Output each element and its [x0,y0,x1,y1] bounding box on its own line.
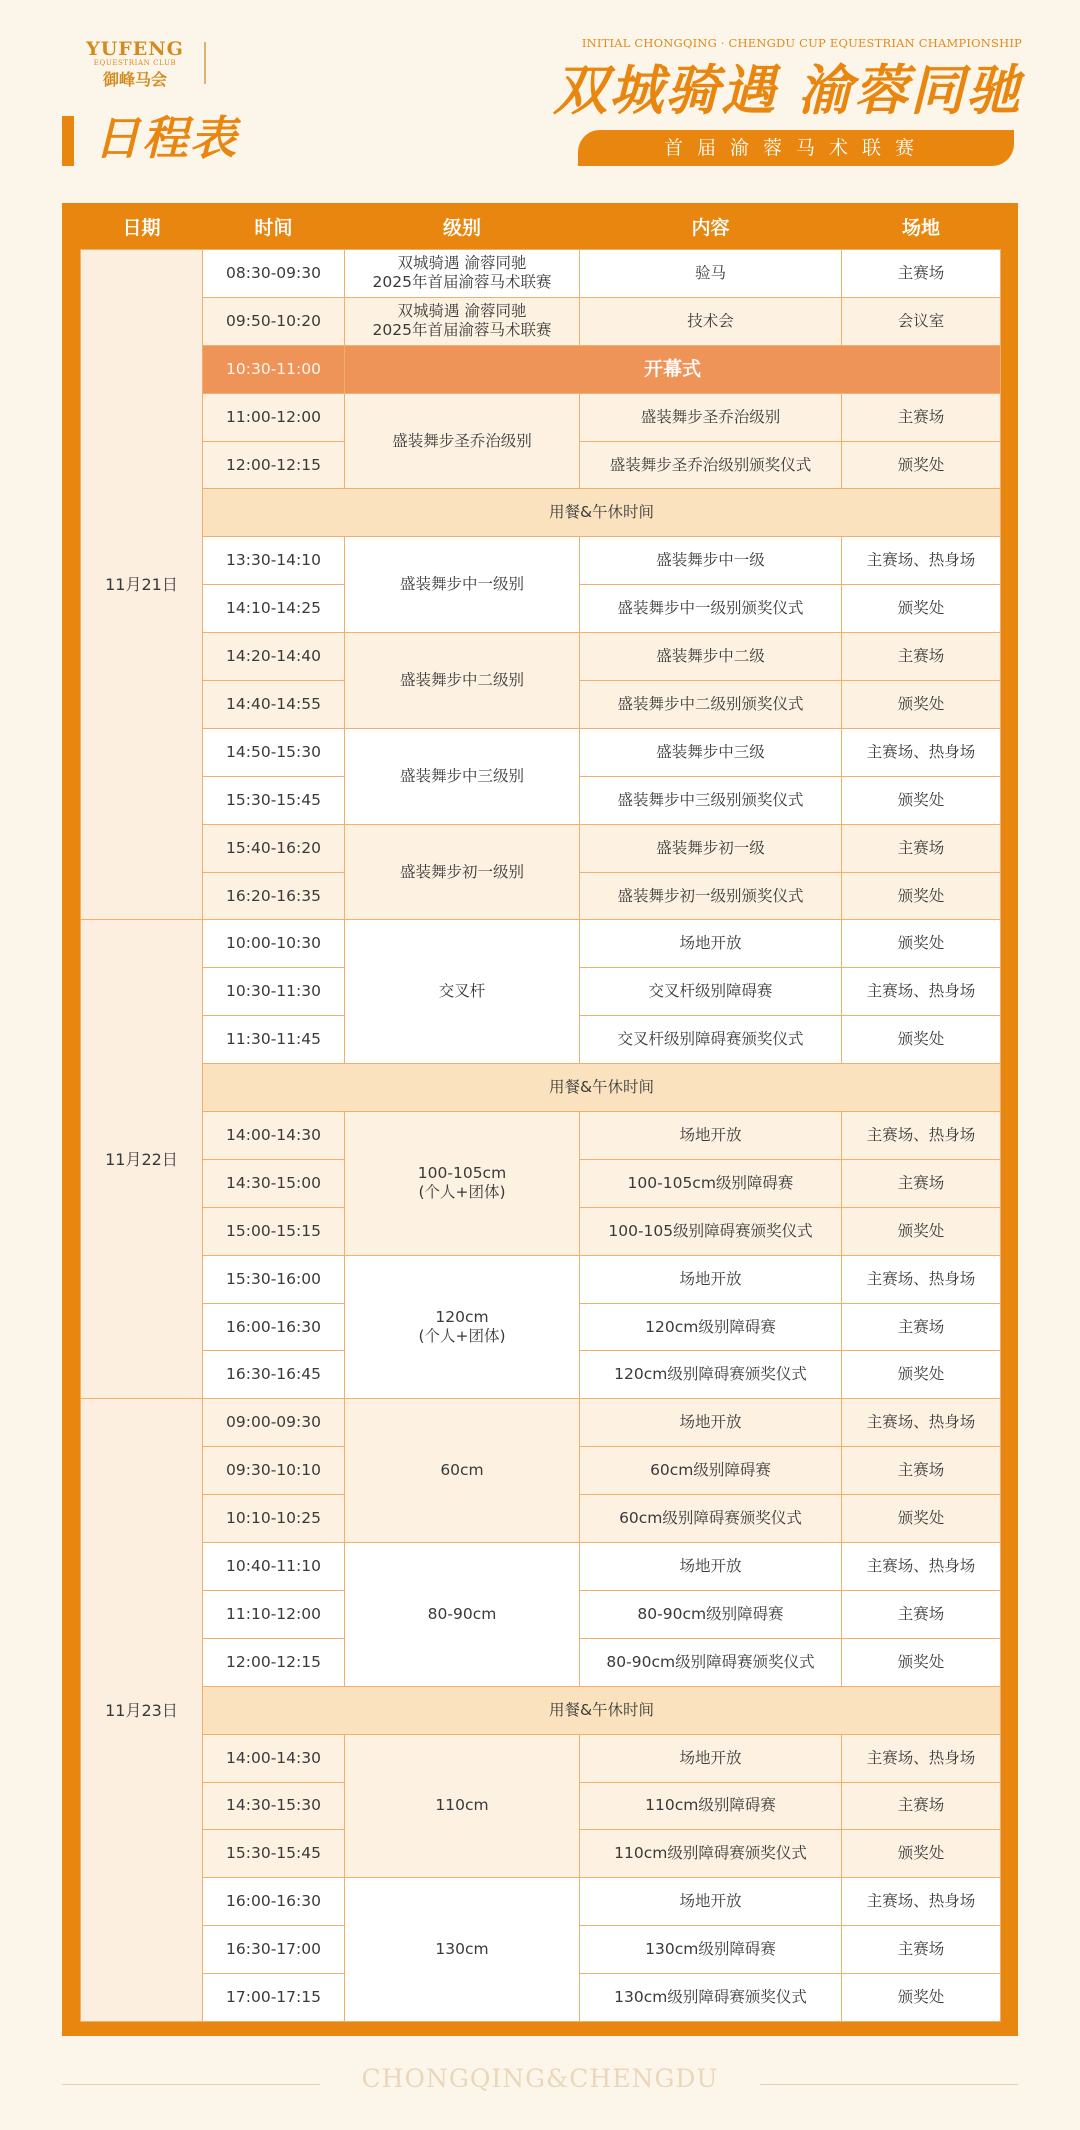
time-cell: 11:30-11:45 [203,1016,345,1064]
venue-cell: 主赛场、热身场 [842,1734,1001,1782]
table-row [81,297,1001,345]
content-cell: 场地开放 [580,1734,842,1782]
level-cell: 盛装舞步中一级别 [345,537,580,633]
venue-cell: 颁奖处 [842,1351,1001,1399]
venue-cell: 主赛场 [842,1782,1001,1830]
time-cell: 16:30-17:00 [203,1926,345,1974]
time-cell: 11:00-12:00 [203,393,345,441]
time-cell: 09:30-10:10 [203,1447,345,1495]
level-cell: 80-90cm [345,1543,580,1687]
time-cell: 17:00-17:15 [203,1974,345,2022]
venue-cell: 颁奖处 [842,1974,1001,2022]
content-cell: 130cm级别障碍赛 [580,1926,842,1974]
level-cell: 100-105cm (个人+团体) [345,1112,580,1256]
table-row [81,920,1001,968]
content-cell: 盛装舞步圣乔治级别颁奖仪式 [580,441,842,489]
venue-cell: 颁奖处 [842,1830,1001,1878]
table-row [81,1255,1001,1303]
time-cell: 13:30-14:10 [203,537,345,585]
venue-cell: 颁奖处 [842,872,1001,920]
content-cell: 130cm级别障碍赛颁奖仪式 [580,1974,842,2022]
date-cell: 11月22日 [81,920,203,1399]
content-cell: 120cm级别障碍赛颁奖仪式 [580,1351,842,1399]
venue-cell: 主赛场、热身场 [842,1543,1001,1591]
date-cell: 11月23日 [81,1399,203,2022]
content-cell: 110cm级别障碍赛颁奖仪式 [580,1830,842,1878]
table-row [81,728,1001,776]
level-cell: 盛装舞步中二级别 [345,633,580,729]
venue-cell: 颁奖处 [842,681,1001,729]
club-logo [60,38,210,90]
venue-cell: 主赛场 [842,1926,1001,1974]
venue-cell: 颁奖处 [842,1495,1001,1543]
header-venue: 场地 [842,203,1001,250]
venue-cell: 会议室 [842,297,1001,345]
content-cell: 80-90cm级别障碍赛颁奖仪式 [580,1638,842,1686]
level-cell: 交叉杆 [345,920,580,1064]
content-cell: 80-90cm级别障碍赛 [580,1590,842,1638]
time-cell: 14:30-15:30 [203,1782,345,1830]
time-cell: 16:00-16:30 [203,1878,345,1926]
content-cell: 60cm级别障碍赛颁奖仪式 [580,1495,842,1543]
content-cell: 盛装舞步初一级别颁奖仪式 [580,872,842,920]
venue-cell: 主赛场、热身场 [842,1255,1001,1303]
lunch-row [81,489,1001,537]
level-cell: 盛装舞步初一级别 [345,824,580,920]
footer-line-left [62,2084,320,2085]
venue-cell: 主赛场 [842,1159,1001,1207]
content-cell: 盛装舞步中三级 [580,728,842,776]
content-cell: 120cm级别障碍赛 [580,1303,842,1351]
venue-cell: 颁奖处 [842,776,1001,824]
time-cell: 16:30-16:45 [203,1351,345,1399]
logo-brand: YUFENG [86,38,184,60]
content-cell: 场地开放 [580,1543,842,1591]
table-row [81,1734,1001,1782]
venue-cell: 主赛场、热身场 [842,1878,1001,1926]
header-row [81,203,1001,250]
content-cell: 110cm级别障碍赛 [580,1782,842,1830]
time-cell: 15:30-15:45 [203,776,345,824]
venue-cell: 颁奖处 [842,441,1001,489]
time-cell: 12:00-12:15 [203,441,345,489]
schedule-table [80,203,1001,2022]
time-cell: 14:00-14:30 [203,1734,345,1782]
lunch-break: 用餐&午休时间 [203,1686,1001,1734]
header-content: 内容 [580,203,842,250]
venue-cell: 主赛场 [842,1447,1001,1495]
time-cell: 15:30-15:45 [203,1830,345,1878]
content-cell: 盛装舞步中一级别颁奖仪式 [580,585,842,633]
venue-cell: 主赛场、热身场 [842,1399,1001,1447]
content-cell: 交叉杆级别障碍赛颁奖仪式 [580,1016,842,1064]
content-cell: 场地开放 [580,1399,842,1447]
time-cell: 14:10-14:25 [203,585,345,633]
venue-cell: 主赛场 [842,633,1001,681]
table-row [81,250,1001,298]
content-cell: 盛装舞步中二级别颁奖仪式 [580,681,842,729]
footer-line-right [760,2084,1018,2085]
content-cell: 60cm级别障碍赛 [580,1447,842,1495]
content-cell: 技术会 [580,297,842,345]
logo-divider [204,42,206,84]
time-cell: 15:00-15:15 [203,1207,345,1255]
time-cell: 16:20-16:35 [203,872,345,920]
header-level: 级别 [345,203,580,250]
table-row [81,1112,1001,1160]
level-cell: 60cm [345,1399,580,1543]
opening-ceremony: 开幕式 [345,345,1001,393]
time-cell: 14:30-15:00 [203,1159,345,1207]
venue-cell: 颁奖处 [842,1016,1001,1064]
level-cell: 双城骑遇 渝蓉同驰 2025年首届渝蓉马术联赛 [345,250,580,298]
table-row [81,1399,1001,1447]
title-accent-bar [62,116,74,166]
time-cell: 08:30-09:30 [203,250,345,298]
content-cell: 盛装舞步圣乔治级别 [580,393,842,441]
venue-cell: 主赛场、热身场 [842,728,1001,776]
opening-row [81,345,1001,393]
level-cell: 110cm [345,1734,580,1878]
page-title: 日程表 [94,111,238,165]
time-cell: 16:00-16:30 [203,1303,345,1351]
time-cell: 14:50-15:30 [203,728,345,776]
content-cell: 盛装舞步中一级 [580,537,842,585]
content-cell: 验马 [580,250,842,298]
time-cell: 09:00-09:30 [203,1399,345,1447]
venue-cell: 主赛场、热身场 [842,537,1001,585]
lunch-break: 用餐&午休时间 [203,489,1001,537]
lunch-break: 用餐&午休时间 [203,1064,1001,1112]
content-cell: 场地开放 [580,1112,842,1160]
level-cell: 盛装舞步中三级别 [345,728,580,824]
table-row [81,1878,1001,1926]
table-row [81,633,1001,681]
time-cell: 14:40-14:55 [203,681,345,729]
header-time: 时间 [203,203,345,250]
level-cell: 120cm (个人+团体) [345,1255,580,1399]
venue-cell: 颁奖处 [842,1638,1001,1686]
time-cell: 10:10-10:25 [203,1495,345,1543]
time-cell: 12:00-12:15 [203,1638,345,1686]
date-cell: 11月21日 [81,250,203,920]
venue-cell: 主赛场 [842,824,1001,872]
content-cell: 盛装舞步中二级 [580,633,842,681]
time-cell: 11:10-12:00 [203,1590,345,1638]
footer-text: CHONGQING&CHENGDU [361,2064,719,2093]
content-cell: 100-105级别障碍赛颁奖仪式 [580,1207,842,1255]
table-row [81,393,1001,441]
venue-cell: 主赛场 [842,1590,1001,1638]
level-cell: 双城骑遇 渝蓉同驰 2025年首届渝蓉马术联赛 [345,297,580,345]
event-ribbon: 首届渝蓉马术联赛 [578,130,1014,166]
logo-cn: 御峰马会 [102,70,167,89]
table-row [81,537,1001,585]
logo-en: EQUESTRIAN CLUB [93,59,177,67]
time-cell: 15:30-16:00 [203,1255,345,1303]
venue-cell: 主赛场、热身场 [842,968,1001,1016]
table-row [81,824,1001,872]
time-cell: 14:20-14:40 [203,633,345,681]
content-cell: 场地开放 [580,1878,842,1926]
content-cell: 100-105cm级别障碍赛 [580,1159,842,1207]
venue-cell: 颁奖处 [842,920,1001,968]
venue-cell: 颁奖处 [842,1207,1001,1255]
venue-cell: 主赛场 [842,1303,1001,1351]
content-cell: 场地开放 [580,920,842,968]
time-cell: 10:40-11:10 [203,1543,345,1591]
level-cell: 盛装舞步圣乔治级别 [345,393,580,489]
content-cell: 交叉杆级别障碍赛 [580,968,842,1016]
time-cell: 14:00-14:30 [203,1112,345,1160]
venue-cell: 颁奖处 [842,585,1001,633]
venue-cell: 主赛场、热身场 [842,1112,1001,1160]
venue-cell: 主赛场 [842,250,1001,298]
time-cell: 09:50-10:20 [203,297,345,345]
venue-cell: 主赛场 [842,393,1001,441]
table-row [81,1543,1001,1591]
lunch-row [81,1686,1001,1734]
content-cell: 场地开放 [580,1255,842,1303]
time-cell: 15:40-16:20 [203,824,345,872]
time-cell: 10:30-11:00 [203,345,345,393]
level-cell: 130cm [345,1878,580,2022]
header-date: 日期 [81,203,203,250]
content-cell: 盛装舞步中三级别颁奖仪式 [580,776,842,824]
event-subtitle: INITIAL CHONGQING · CHENGDU CUP EQUESTRIAN CHAMPIONSHIP [581,36,1022,50]
time-cell: 10:30-11:30 [203,968,345,1016]
content-cell: 盛装舞步初一级 [580,824,842,872]
time-cell: 10:00-10:30 [203,920,345,968]
event-title: 双城骑遇 渝蓉同驰 [553,59,1022,122]
lunch-row [81,1064,1001,1112]
